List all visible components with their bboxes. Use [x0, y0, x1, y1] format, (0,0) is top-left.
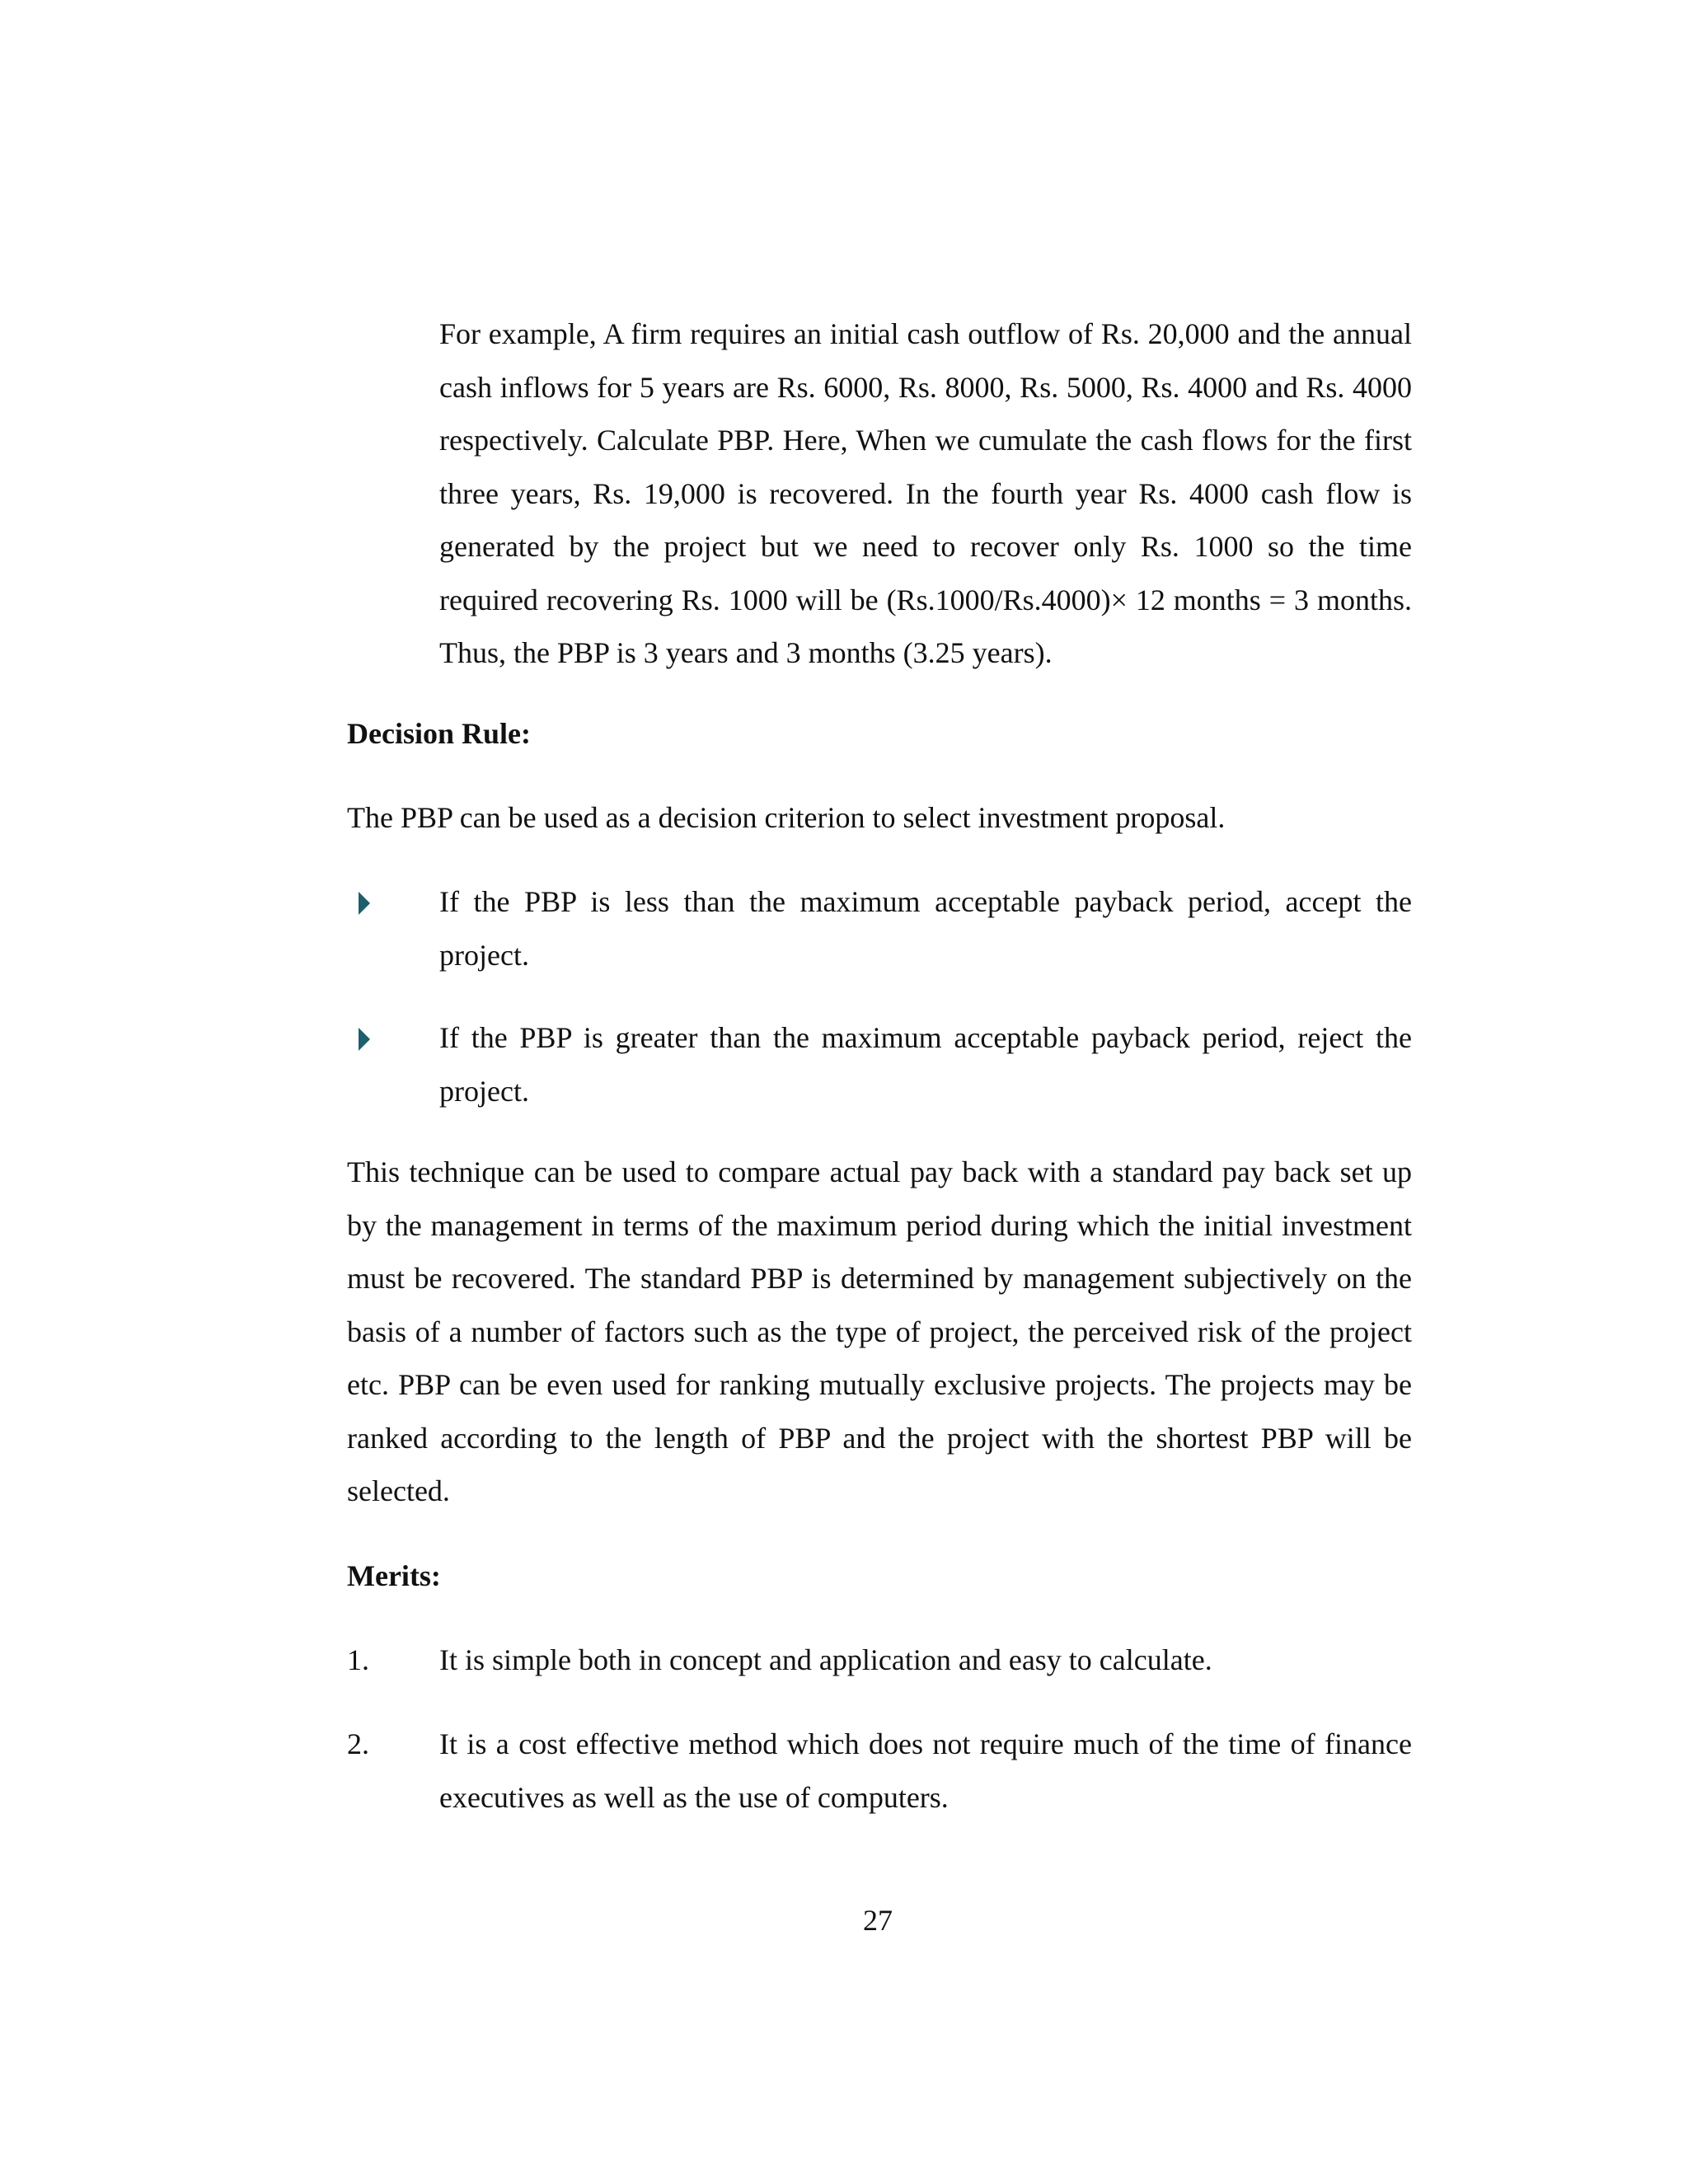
merit-text: It is simple both in concept and application and easy to calculate. [439, 1643, 1212, 1676]
page-number: 27 [863, 1904, 893, 1937]
example-paragraph: For example, A firm requires an initial cash outflow of Rs. 20,000 and the annual cash inflows for 5 years are Rs. 6000, Rs. 8000, Rs. 5000, Rs. 4000 and Rs. 4000 respectively. Calculate PBP. Here, When we cumulate the cash flows for the first three years, Rs. 19,000 is recovered. In the fourth year Rs. 4000 cash flow is generated by the project but we need to recover only Rs. 1000 so the time required recovering Rs. 1000 will be (Rs.1000/Rs.4000)× 12 months = 3 months. Thus, the PBP is 3 years and 3 months (3.25 years). [439, 317, 1412, 669]
decision-rule-intro: The PBP can be used as a decision criterion to select investment proposal. [347, 801, 1226, 834]
decision-rule-item-text: If the PBP is less than the maximum acceptable payback period, accept the project. [439, 885, 1412, 972]
merit-number: 1. [347, 1643, 369, 1676]
compare-paragraph: This technique can be used to compare actual pay back with a standard pay back set up by the management in terms of the maximum period during which the initial investment must be recovered. The standard PBP is determined by management subjectively on the basis of a number of factors such as the type of project, the perceived risk of the project etc. PBP can be even used for ranking mutually exclusive projects. The projects may be ranked according to the length of PBP and the project with the shortest PBP will be selected. [347, 1155, 1412, 1507]
merit-text: It is a cost effective method which does not require much of the time of finance executives as well as the use of computers. [439, 1727, 1412, 1814]
triangle-right-bullet-icon [359, 1028, 370, 1051]
merit-number: 2. [347, 1727, 369, 1760]
decision-rule-item-text: If the PBP is greater than the maximum acceptable payback period, reject the project. [439, 1021, 1412, 1108]
merits-heading: Merits: [347, 1559, 441, 1592]
decision-rule-heading: Decision Rule: [347, 717, 531, 750]
triangle-right-bullet-icon [359, 892, 370, 915]
